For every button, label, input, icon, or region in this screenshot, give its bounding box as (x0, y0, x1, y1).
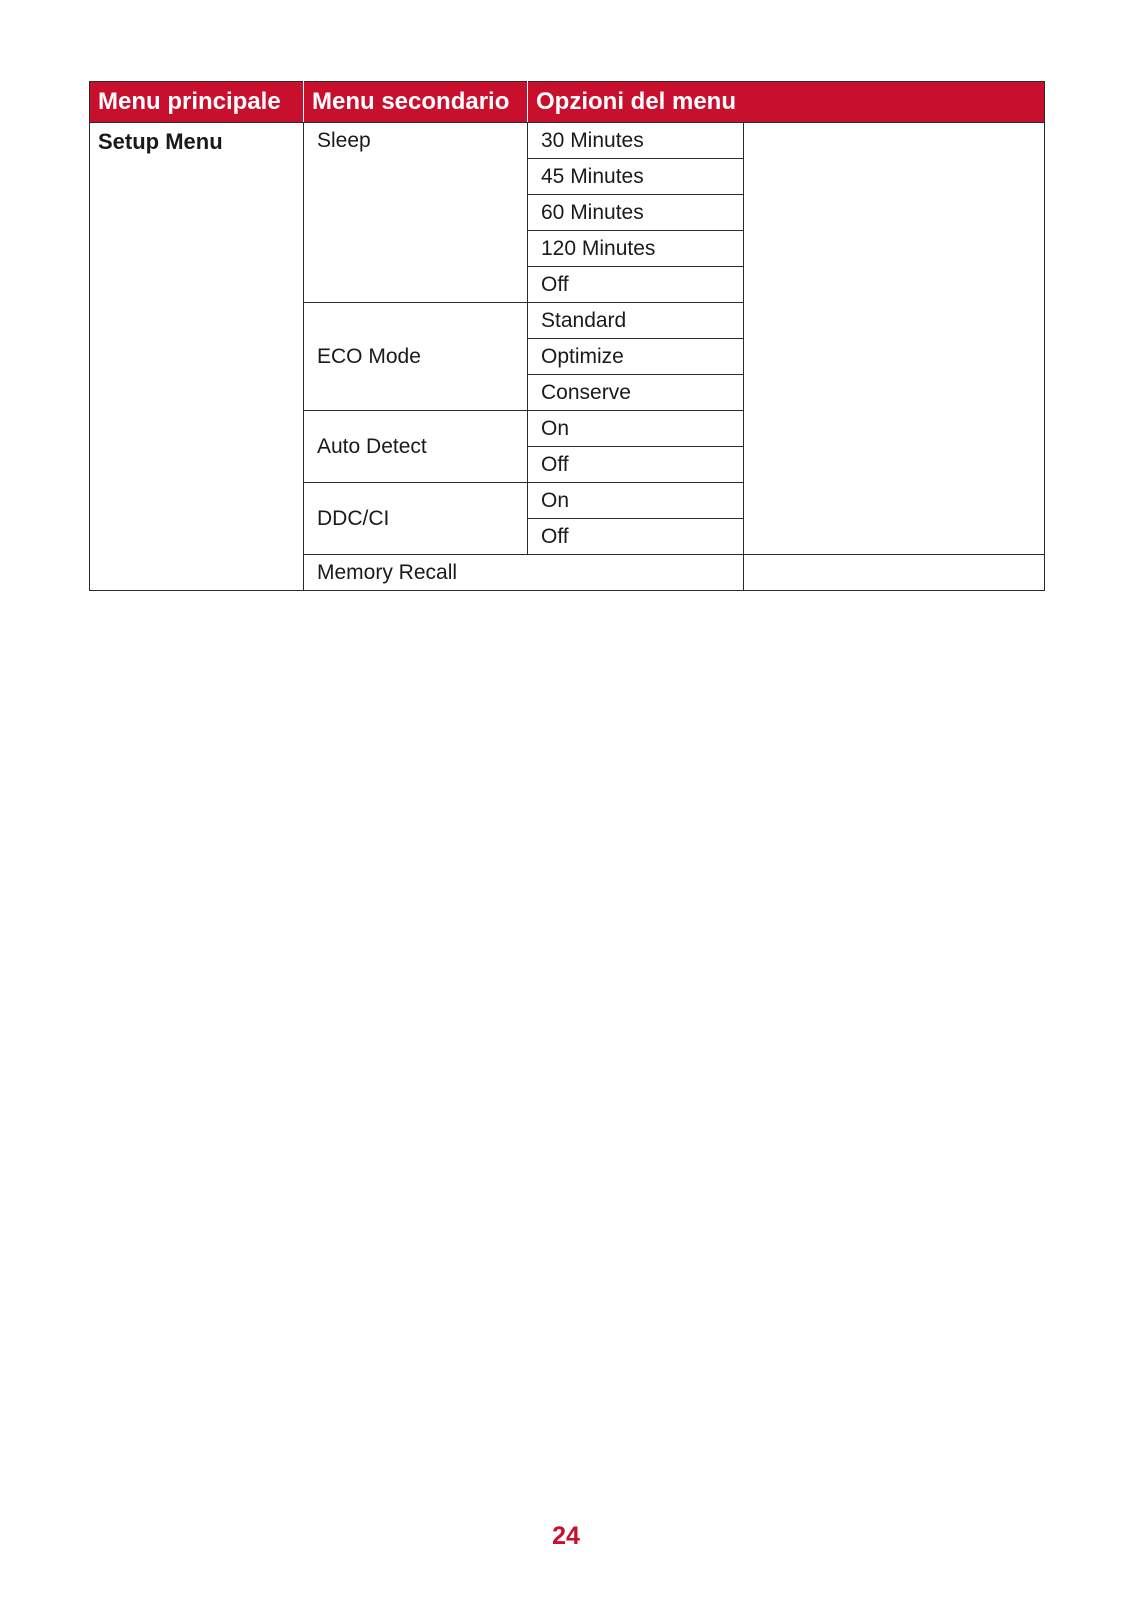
submenu-sleep: Sleep (304, 123, 528, 303)
blank-cell (744, 555, 1045, 591)
main-menu-setup: Setup Menu (90, 123, 304, 591)
option-ddc-ci-on: On (528, 483, 744, 519)
blank-column (744, 123, 1045, 555)
option-sleep-off: Off (528, 267, 744, 303)
submenu-ddc-ci: DDC/CI (304, 483, 528, 555)
option-auto-detect-off: Off (528, 447, 744, 483)
option-eco-standard: Standard (528, 303, 744, 339)
option-ddc-ci-off: Off (528, 519, 744, 555)
table-header-row (90, 82, 1045, 123)
submenu-eco-mode: ECO Mode (304, 303, 528, 411)
option-sleep-45: 45 Minutes (528, 159, 744, 195)
option-sleep-120: 120 Minutes (528, 231, 744, 267)
submenu-auto-detect: Auto Detect (304, 411, 528, 483)
option-sleep-30: 30 Minutes (528, 123, 744, 159)
submenu-memory-recall: Memory Recall (304, 555, 744, 591)
table-row (90, 123, 1045, 159)
option-sleep-60: 60 Minutes (528, 195, 744, 231)
header-menu-principale: Menu principale (90, 82, 304, 123)
header-menu-secondario: Menu secondario (304, 82, 528, 123)
option-auto-detect-on: On (528, 411, 744, 447)
settings-menu-table (89, 81, 1045, 591)
option-eco-optimize: Optimize (528, 339, 744, 375)
page-number: 24 (552, 1522, 580, 1550)
header-opzioni-del-menu: Opzioni del menu (528, 82, 1045, 123)
option-eco-conserve: Conserve (528, 375, 744, 411)
